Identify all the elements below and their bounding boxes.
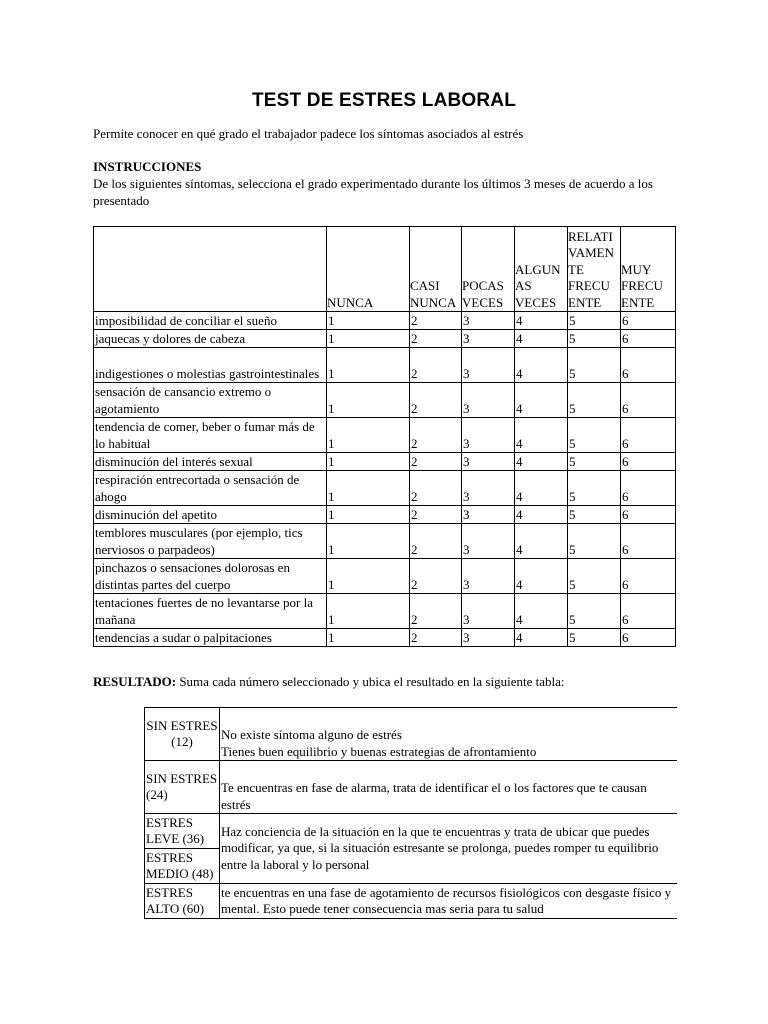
value-cell: 1 [327, 524, 410, 559]
header-casi-nunca [410, 227, 462, 312]
result-description [220, 708, 678, 761]
value-cell: 6 [621, 524, 676, 559]
value-cell: 2 [410, 506, 462, 524]
symptom-cell: jaquecas y dolores de cabeza [94, 330, 327, 348]
symptom-cell: imposibilidad de conciliar el sueño [94, 312, 327, 330]
header-line: NUNCA [327, 294, 374, 310]
symptom-cell: tendencias a sudar o palpitaciones [94, 629, 327, 647]
symptom-cell: pinchazos o sensaciones dolorosas en distintas partes del cuerpo [94, 559, 327, 594]
result-row [145, 761, 678, 814]
result-description: Te encuentras en fase de alarma, trata de identificar el o los factores que te causan estrés [220, 761, 678, 814]
header-muy-frecuente [621, 227, 676, 312]
symptom-cell: respiración entrecortada o sensación de ahogo [94, 471, 327, 506]
header-pocas-veces [462, 227, 515, 312]
value-cell: 1 [327, 506, 410, 524]
value-cell: 4 [515, 506, 568, 524]
symptom-cell: tentaciones fuertes de no levantarse por la mañana [94, 594, 327, 629]
value-cell: 3 [462, 453, 515, 471]
table-row [94, 330, 676, 348]
value-cell: 2 [410, 312, 462, 330]
value-cell: 1 [327, 312, 410, 330]
header-line: NUNCA [410, 294, 457, 310]
value-cell: 6 [621, 471, 676, 506]
value-cell: 3 [462, 383, 515, 418]
header-line: ENTE [568, 294, 602, 310]
value-cell: 1 [327, 629, 410, 647]
result-row [145, 708, 678, 761]
header-line: ENTE [621, 294, 655, 310]
symptom-cell: sensación de cansancio extremo o agotamiento [94, 383, 327, 418]
value-cell: 6 [621, 506, 676, 524]
value-cell: 5 [568, 506, 621, 524]
value-cell: 5 [568, 453, 621, 471]
result-text: Suma cada número seleccionado y ubica el resultado en la siguiente tabla: [179, 674, 565, 689]
value-cell: 5 [568, 383, 621, 418]
value-cell: 1 [327, 383, 410, 418]
value-cell: 6 [621, 453, 676, 471]
value-cell: 4 [515, 471, 568, 506]
result-instructions [93, 674, 683, 690]
header-line: AS [515, 278, 532, 293]
instructions-body: De los siguientes síntomas, selecciona el grado experimentado durante los últimos 3 meses de acuerdo a los presentado [93, 176, 653, 208]
table-row [94, 312, 676, 330]
value-cell: 5 [568, 330, 621, 348]
value-cell: 6 [621, 594, 676, 629]
table-row [94, 594, 676, 629]
header-line: FRECU [621, 278, 663, 293]
symptoms-table [93, 226, 676, 647]
result-label: RESULTADO: [93, 674, 177, 689]
value-cell: 2 [410, 594, 462, 629]
result-level: ESTRES ALTO (60) [145, 884, 220, 919]
table-row [94, 418, 676, 453]
result-row [145, 814, 678, 849]
value-cell: 5 [568, 524, 621, 559]
table-row [94, 348, 676, 383]
result-level: SIN ESTRES (24) [145, 761, 220, 814]
header-line: POCAS [462, 278, 504, 293]
value-cell: 2 [410, 383, 462, 418]
value-cell: 6 [621, 418, 676, 453]
value-cell: 5 [568, 418, 621, 453]
value-cell: 6 [621, 629, 676, 647]
value-cell: 4 [515, 594, 568, 629]
value-cell: 2 [410, 453, 462, 471]
result-level: ESTRES LEVE (36) [145, 814, 220, 849]
header-line: MUY [621, 261, 652, 277]
value-cell: 1 [327, 594, 410, 629]
value-cell: 2 [410, 348, 462, 383]
result-description: te encuentras en una fase de agotamiento de recursos fisiológicos con desgaste físico y mental. Esto puede tener consecuencia mas seria para tu salud [220, 884, 678, 919]
header-line: ALGUN [515, 261, 561, 277]
value-cell: 6 [621, 383, 676, 418]
value-cell: 3 [462, 559, 515, 594]
value-cell: 5 [568, 312, 621, 330]
value-cell: 5 [568, 559, 621, 594]
value-cell: 4 [515, 524, 568, 559]
value-cell: 2 [410, 330, 462, 348]
value-cell: 4 [515, 330, 568, 348]
value-cell: 5 [568, 629, 621, 647]
value-cell: 2 [410, 629, 462, 647]
result-description-line: No existe síntoma alguno de estrés [221, 727, 402, 742]
value-cell: 3 [462, 524, 515, 559]
value-cell: 4 [515, 453, 568, 471]
result-level: SIN ESTRES (12) [145, 708, 220, 761]
symptom-cell: disminución del interés sexual [94, 453, 327, 471]
value-cell: 3 [462, 348, 515, 383]
value-cell: 5 [568, 348, 621, 383]
value-cell: 2 [410, 559, 462, 594]
value-cell: 3 [462, 312, 515, 330]
header-relativamente-frecuente [568, 227, 621, 312]
value-cell: 1 [327, 348, 410, 383]
value-cell: 3 [462, 418, 515, 453]
value-cell: 4 [515, 559, 568, 594]
instructions-heading: INSTRUCCIONES [93, 159, 202, 174]
value-cell: 6 [621, 330, 676, 348]
value-cell: 6 [621, 559, 676, 594]
value-cell: 6 [621, 312, 676, 330]
symptom-cell: indigestiones o molestias gastrointestinales [94, 348, 327, 383]
table-row [94, 629, 676, 647]
symptoms-header-row [94, 227, 676, 312]
header-line: CASI [410, 278, 440, 293]
table-row [94, 383, 676, 418]
header-line: RELATI [568, 228, 613, 244]
result-description: Haz conciencia de la situación en la que te encuentras y trata de ubicar que puedes modificar, ya que, si la situación estresante se prolonga, puedes romper tu equilibrio entre la laboral y lo personal [220, 814, 678, 884]
result-level: ESTRES MEDIO (48) [145, 849, 220, 884]
value-cell: 1 [327, 330, 410, 348]
symptom-cell: temblores musculares (por ejemplo, tics nerviosos o parpadeos) [94, 524, 327, 559]
value-cell: 4 [515, 348, 568, 383]
value-cell: 1 [327, 559, 410, 594]
value-cell: 1 [327, 471, 410, 506]
intro-text: Permite conocer en qué grado el trabajador padece los síntomas asociados al estrés [93, 126, 524, 141]
value-cell: 4 [515, 629, 568, 647]
symptom-cell: tendencia de comer, beber o fumar más de lo habitual [94, 418, 327, 453]
header-algunas-veces [515, 227, 568, 312]
results-table [144, 707, 677, 919]
value-cell: 3 [462, 471, 515, 506]
header-line: FRECU [568, 278, 610, 293]
value-cell: 4 [515, 383, 568, 418]
table-row [94, 471, 676, 506]
value-cell: 1 [327, 453, 410, 471]
table-row [94, 506, 676, 524]
value-cell: 6 [621, 348, 676, 383]
value-cell: 2 [410, 418, 462, 453]
value-cell: 5 [568, 594, 621, 629]
value-cell: 3 [462, 506, 515, 524]
value-cell: 4 [515, 312, 568, 330]
table-row [94, 453, 676, 471]
value-cell: 3 [462, 629, 515, 647]
header-nunca [327, 227, 410, 312]
document-title: TEST DE ESTRES LABORAL [251, 90, 517, 111]
value-cell: 2 [410, 524, 462, 559]
header-line: TE [568, 261, 584, 277]
table-row [94, 559, 676, 594]
result-row [145, 884, 678, 919]
table-row [94, 524, 676, 559]
value-cell: 3 [462, 330, 515, 348]
header-line: VECES [462, 294, 504, 310]
symptom-cell: disminución del apetito [94, 506, 327, 524]
header-line: VAMEN [568, 245, 614, 260]
value-cell: 3 [462, 594, 515, 629]
value-cell: 1 [327, 418, 410, 453]
result-description-line: Tienes buen equilibrio y buenas estrategias de afrontamiento [221, 743, 537, 759]
header-line: VECES [515, 294, 557, 310]
value-cell: 5 [568, 471, 621, 506]
value-cell: 4 [515, 418, 568, 453]
value-cell: 2 [410, 471, 462, 506]
header-symptom [94, 227, 327, 312]
